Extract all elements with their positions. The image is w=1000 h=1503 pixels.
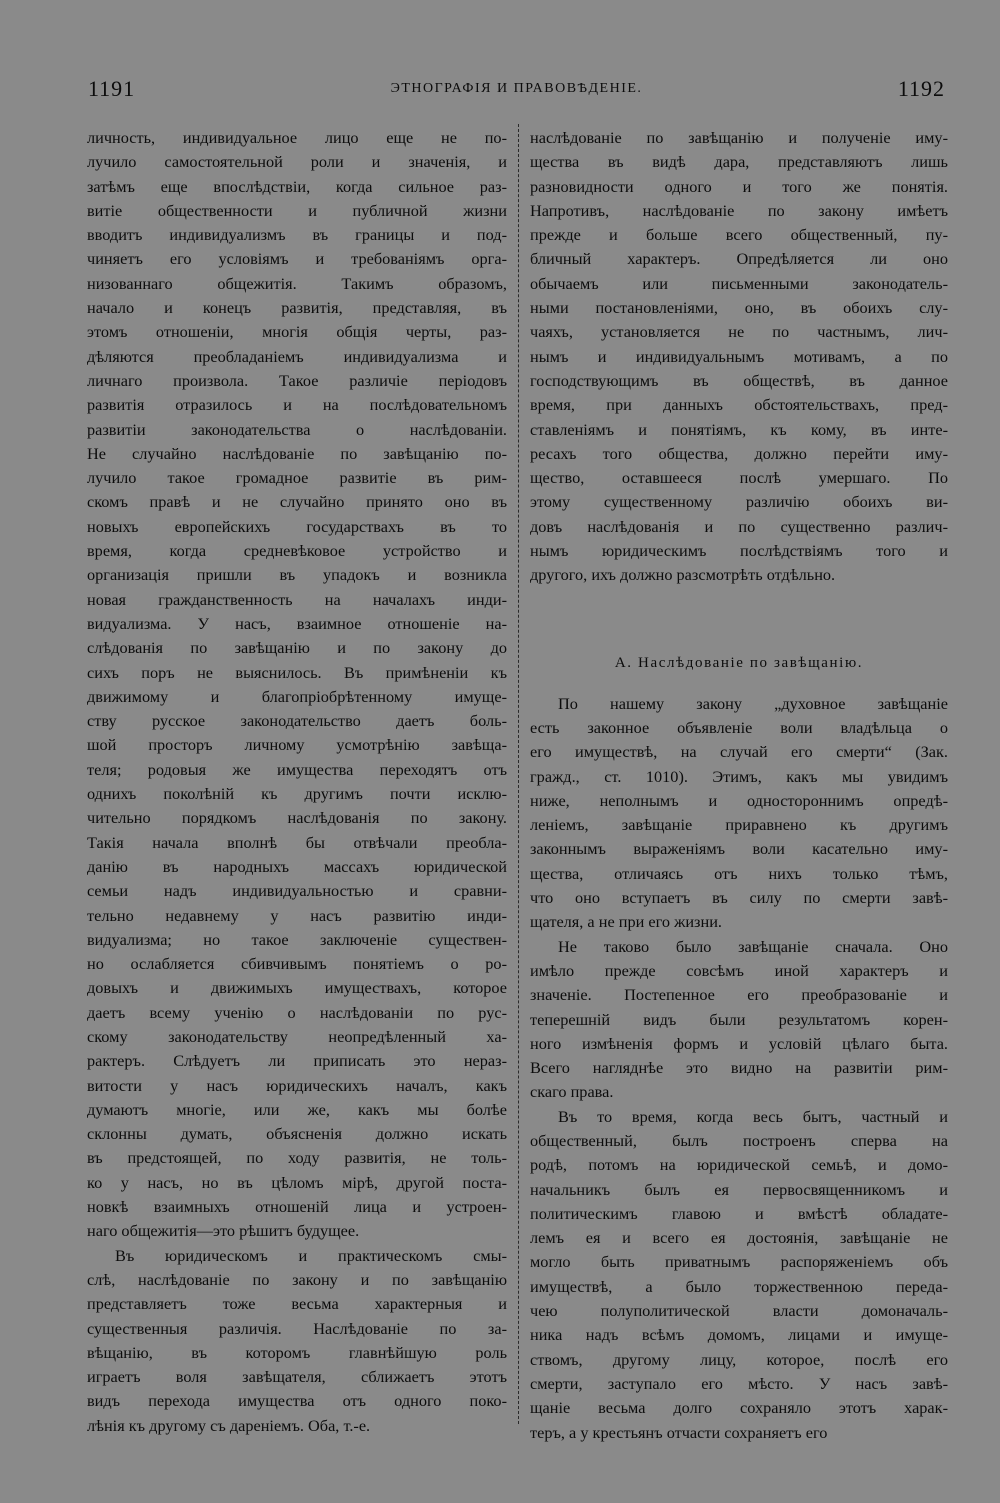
text-line: скому законодательству неопредѣленный ха-: [87, 1026, 507, 1046]
text-line: организація пришли въ упадокъ и возникла: [87, 565, 507, 585]
section-spacer: [530, 588, 948, 648]
text-line: лемъ ея и всего ея достоянія, завѣщаніе не: [530, 1228, 948, 1248]
text-line: его имуществѣ, на случай его смерти“ (Зак.: [530, 742, 948, 762]
text-line: ного измѣненія формъ и условій цѣлаго быта.: [530, 1033, 948, 1053]
text-line: наслѣдованіе по завѣщанію и полученіе иму-: [530, 128, 948, 147]
text-line: общественный, былъ построенъ сперва на: [530, 1130, 948, 1150]
text-line: думаютъ многіе, или же, какъ мы болѣе: [87, 1099, 507, 1119]
text-line: витіе общественности и публичной жизни: [87, 200, 507, 220]
text-line: ника надъ всѣмъ домомъ, лицами и имуще-: [530, 1325, 948, 1345]
text-line: новая гражданственность на началахъ инди-: [87, 589, 507, 609]
text-line: теръ, а у крестьянъ отчасти сохраняетъ его: [530, 1422, 828, 1442]
text-line: чиняетъ его условіямъ и требованіямъ орга-: [87, 249, 507, 269]
text-line: затѣмъ еще впослѣдствіи, когда сильное раз-: [87, 176, 507, 196]
text-line: Въ то время, когда весь бытъ, частный и: [558, 1106, 948, 1126]
column-divider: [518, 124, 519, 1424]
text-line: бличный характеръ. Опредѣляется ли оно: [530, 249, 948, 269]
text-line: ствомъ, другому лицу, которое, послѣ его: [530, 1349, 948, 1369]
text-line: имуществѣ, а было торжественною переда-: [530, 1276, 948, 1296]
text-line: теперешній видъ были результатомъ корен-: [530, 1009, 948, 1029]
page-number-left: 1191: [88, 76, 136, 101]
text-line: склонны думать, объясненія должно искать: [87, 1124, 507, 1144]
text-line: слѣ, наслѣдованіе по закону и по завѣщанію: [87, 1269, 507, 1289]
text-line: имѣло прежде совсѣмъ иной характеръ и: [530, 960, 948, 980]
section-heading: А. Наслѣдованіе по завѣщанію.: [614, 654, 864, 671]
left-column: [87, 126, 507, 1438]
text-line: значеніе. Постепенное его преобразованіе и: [530, 985, 948, 1005]
text-line: лучило такое громадное развитіе въ рим-: [87, 468, 507, 488]
text-line: личность, индивидуальное лицо еще не по-: [87, 128, 507, 147]
text-line: ресахъ того общества, должно перейти иму-: [530, 443, 948, 463]
text-line: ко у насъ, но въ цѣломъ мірѣ, другой поста-: [87, 1172, 507, 1192]
text-line: теля; родовыя же имущества переходятъ отъ: [87, 759, 507, 779]
text-line: нымъ и индивидуальнымъ мотивамъ, а по: [530, 346, 948, 366]
text-line: видуализма. У насъ, взаимное отношеніе на-: [87, 613, 507, 633]
text-line: лучило самостоятельной роли и значенія, и: [87, 152, 507, 172]
text-line: что оно вступаетъ въ силу по смерти завѣ-: [530, 888, 948, 908]
page-header: [88, 76, 945, 104]
text-line: личнаго произвола. Такое различіе періодовъ: [87, 370, 507, 390]
text-line: данію въ народныхъ массахъ юридической: [87, 856, 507, 876]
text-line: чительно порядкомъ наслѣдованія по закону.: [87, 808, 507, 828]
text-line: Напротивъ, наслѣдованіе по закону имѣетъ: [530, 200, 948, 220]
text-line: движимому и благопріобрѣтенному имуще-: [87, 686, 507, 706]
text-line: щаніе весьма долго сохраняло этотъ харак-: [530, 1398, 948, 1418]
text-line: существенныя различія. Наслѣдованіе по за-: [87, 1318, 507, 1338]
text-line: щателя, а не при его жизни.: [530, 912, 722, 932]
text-line: рактеръ. Слѣдуетъ ли приписать это нераз-: [87, 1051, 507, 1071]
text-line: развитія отразилось и на послѣдовательномъ: [87, 395, 507, 415]
text-line: слѣдованія по завѣщанію и по закону до: [87, 638, 507, 658]
text-line: шой просторъ личному усмотрѣнію завѣща-: [87, 735, 507, 755]
text-line: начало и конецъ развитія, представляя, въ: [87, 298, 507, 318]
page-number-right: 1192: [897, 76, 945, 101]
right-column-top: [530, 126, 948, 588]
text-line: господствующимъ въ обществѣ, въ данное: [530, 370, 948, 390]
text-line: тельно недавнему у насъ развитію инди-: [87, 905, 507, 925]
text-line: но ослабляется сбивчивымъ понятіемъ о ро-: [87, 954, 507, 974]
text-line: семьи надъ индивидуальностью и сравни-: [87, 881, 507, 901]
right-column: [530, 126, 948, 1445]
text-line: ными постановленіями, оно, въ обоихъ слу-: [530, 298, 948, 318]
text-line: обычаемъ или письменными законодатель-: [530, 273, 948, 293]
text-line: нымъ юридическимъ послѣдствіямъ того и: [530, 541, 948, 561]
text-line: ству русское законодательство даетъ боль-: [87, 711, 507, 731]
text-line: чею полуполитической власти домоначаль-: [530, 1301, 948, 1321]
text-line: вѣщанію, въ которомъ главнѣйшую роль: [87, 1342, 507, 1362]
text-line: По нашему закону „духовное завѣщаніе: [558, 693, 948, 713]
text-line: скомъ правѣ и не случайно принято оно въ: [87, 492, 507, 512]
text-line: разновидности одного и того же понятія.: [530, 176, 948, 196]
text-line: чаяхъ, установляется не по частнымъ, лич-: [530, 322, 948, 342]
text-line: Не таково было завѣщаніе сначала. Оно: [558, 936, 948, 956]
text-line: довъ наслѣдованія и по существенно различ-: [530, 516, 948, 536]
text-line: представляетъ тоже весьма характерныя и: [87, 1294, 507, 1314]
running-head: ЭТНОГРАФІЯ И ПРАВОВѢДЕНІЕ.: [390, 81, 643, 96]
text-line: гражд., ст. 1010). Этимъ, какъ мы увидимъ: [530, 766, 948, 786]
text-line: новкѣ взаимныхъ отношеній лица и устроен-: [87, 1197, 507, 1217]
text-line: прежде и больше всего общественный, пу-: [530, 225, 948, 245]
text-line: вводитъ индивидуализмъ въ границы и под-: [87, 225, 507, 245]
text-line: низованнаго общежитія. Такимъ образомъ,: [87, 273, 507, 293]
text-line: даетъ всему ученію о наслѣдованіи по рус-: [87, 1002, 507, 1022]
text-line: щество, оставшееся послѣ умершаго. По: [530, 468, 948, 488]
text-line: ниже, неполнымъ и одностороннимъ опредѣ-: [530, 790, 948, 810]
text-line: сихъ поръ не выяснилось. Въ примѣненіи къ: [87, 662, 507, 682]
text-line: смерти, заступало его мѣсто. У насъ завѣ-: [530, 1373, 948, 1393]
text-line: скаго права.: [530, 1082, 614, 1102]
text-line: этомъ отношеніи, многія общія черты, раз-: [87, 322, 507, 342]
text-line: дѣляются преобладаніемъ индивидуализма и: [87, 346, 507, 366]
text-line: леніемъ, завѣщаніе приравнено къ другимъ: [530, 815, 948, 835]
text-line: есть законное объявленіе воли владѣльца о: [530, 717, 948, 737]
text-line: видъ перехода имущества отъ одного поко-: [87, 1391, 507, 1411]
text-line: Въ юридическомъ и практическомъ смы-: [115, 1245, 507, 1265]
text-line: время, когда средневѣковое устройство и: [87, 541, 507, 561]
text-line: Не случайно наслѣдованіе по завѣщанію по-: [87, 443, 507, 463]
text-line: развитіи законодательства о наслѣдованіи.: [87, 419, 507, 439]
text-line: другого, ихъ должно разсмотрѣть отдѣльно.: [530, 565, 836, 585]
text-line: довыхъ и движимыхъ имуществахъ, которое: [87, 978, 507, 998]
text-line: законнымъ выраженіямъ воли касательно иму-: [530, 839, 948, 859]
text-line: въ предстоящей, по ходу развитія, не толь-: [87, 1148, 507, 1168]
text-line: Такія начала вполнѣ бы отвѣчали преобла-: [87, 832, 507, 852]
text-line: играетъ воля завѣщателя, сближаетъ этотъ: [87, 1367, 507, 1387]
text-line: видуализма; но такое заключеніе существен-: [87, 929, 507, 949]
text-line: новыхъ европейскихъ государствахъ въ то: [87, 516, 507, 536]
text-line: наго общежитія—это рѣшитъ будущее.: [87, 1221, 360, 1241]
text-line: Всего нагляднѣе это видно на развитіи рим-: [530, 1058, 948, 1078]
text-line: могло быть приватнымъ распоряженіемъ объ: [530, 1252, 948, 1272]
text-line: начальникъ былъ ея первосвященникомъ и: [530, 1179, 948, 1199]
text-line: витости у насъ юридическихъ началъ, какъ: [87, 1075, 507, 1095]
text-line: политическимъ главою и вмѣстѣ обладате-: [530, 1203, 948, 1223]
text-line: ставленіямъ и понятіямъ, къ кому, въ инте-: [530, 419, 948, 439]
text-line: этому существенному различію обоихъ ви-: [530, 492, 948, 512]
text-line: время, при данныхъ обстоятельствахъ, пред-: [530, 395, 948, 415]
text-line: щества въ видѣ дара, представляютъ лишь: [530, 152, 948, 172]
text-line: однихъ поколѣній къ другимъ почти исклю-: [87, 784, 507, 804]
text-line: родѣ, потомъ на юридической семьѣ, и домо-: [530, 1155, 948, 1175]
text-line: лѣнія къ другому съ дареніемъ. Оба, т.-е.: [87, 1415, 371, 1435]
right-column-bottom: [530, 692, 948, 1445]
text-line: щества, отличаясь отъ нихъ только тѣмъ,: [530, 863, 948, 883]
